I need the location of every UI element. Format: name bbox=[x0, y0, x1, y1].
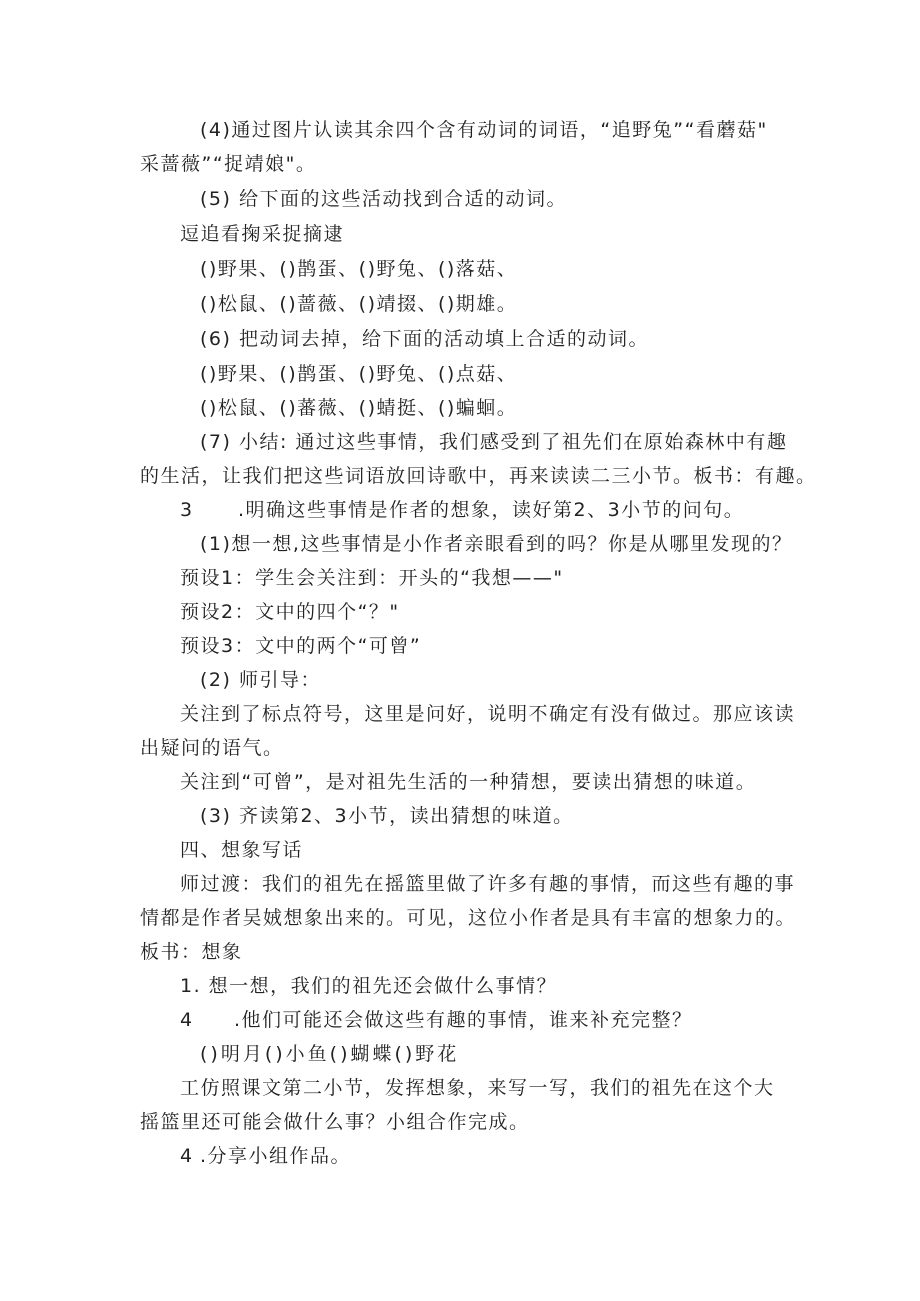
transition-line-1: 师过渡：我们的祖先在摇篮里做了许多有趣的事情，而这些有趣的事 bbox=[180, 873, 796, 895]
item-4-number: 4 bbox=[180, 1009, 194, 1031]
preset-2: 预设2：文中的四个“？" bbox=[180, 601, 400, 623]
step-7-line-1: (7) 小结: 通过这些事情，我们感受到了祖先们在原始森林中有趣 bbox=[200, 431, 788, 453]
question-1: (1)想一想,这些事情是小作者亲眼看到的吗？你是从哪里发现的？ bbox=[200, 533, 793, 555]
item-4-text: .他们可能还会做这些有趣的事情，谁来补充完整？ bbox=[234, 1009, 693, 1031]
guide-paragraph-2: 关注到“可曾”，是对祖先生活的一种猜想，要读出猜想的味道。 bbox=[180, 771, 757, 793]
preset-1: 预设1：学生会关注到：开头的“我想——" bbox=[180, 567, 564, 589]
section-4-heading: 四、想象写话 bbox=[180, 839, 304, 861]
fill-row-1: ()野果、()鹊蛋、()野兔、()落菇、 bbox=[200, 258, 518, 280]
fill-row-3: ()野果、()鹊蛋、()野兔、()点菇、 bbox=[200, 363, 518, 385]
preset-3: 预设3：文中的两个“可曾” bbox=[180, 635, 422, 657]
transition-line-2: 情都是作者吴娀想象出来的。可见，这位小作者是具有丰富的想象力的。 bbox=[140, 907, 797, 929]
fill-row-4: ()松鼠、()蕃薇、()蜻挺、()蝙蛔。 bbox=[200, 397, 518, 419]
writing-task-line-2: 摇篮里还可能会做什么事？小组合作完成。 bbox=[140, 1111, 530, 1133]
board-note-imagination: 板书：想象 bbox=[140, 941, 243, 963]
step-4-line-1: (4)通过图片认读其余四个含有动词的词语，“追野兔”“看蘑菇" bbox=[200, 119, 768, 141]
step-7-line-2: 的生活，让我们把这些词语放回诗歌中，再来读读二三小节。板书：有趣。 bbox=[140, 465, 817, 487]
fill-row-2: ()松鼠、()蔷薇、()靖掇、()期雄。 bbox=[200, 293, 518, 315]
verb-list: 逗追看掬采捉摘逮 bbox=[180, 223, 345, 245]
item-4b-number: 4 bbox=[180, 1145, 194, 1167]
item-1: 1. 想一想，我们的祖先还会做什么事情？ bbox=[180, 975, 558, 997]
teacher-guide-heading: (2) 师引导： bbox=[200, 669, 321, 691]
item-4b-text: .分享小组作品。 bbox=[200, 1145, 352, 1167]
guide-paragraph-1-line-2: 出疑问的语气。 bbox=[140, 737, 284, 759]
section-3-heading: .明确这些事情是作者的想象，读好第2、3小节的问句。 bbox=[238, 499, 745, 521]
step-4-line-2: 采蔷薇”“捉靖娘"。 bbox=[140, 153, 317, 175]
step-6-heading: (6) 把动词去掉，给下面的活动填上合适的动词。 bbox=[200, 328, 649, 350]
step-5-heading: (5) 给下面的这些活动找到合适的动词。 bbox=[200, 188, 567, 210]
fill-row-5: ()明月()小鱼()蝴蝶()野花 bbox=[200, 1043, 460, 1065]
read-aloud-instruction: (3) 齐读第2、3小节，读出猜想的味道。 bbox=[200, 805, 574, 827]
section-3-number: 3 bbox=[180, 499, 194, 521]
writing-task-line-1: 工仿照课文第二小节，发挥想象，来写一写，我们的祖先在这个大 bbox=[180, 1077, 775, 1099]
guide-paragraph-1-line-1: 关注到了标点符号，这里是问好，说明不确定有没有做过。那应该读 bbox=[180, 703, 796, 725]
